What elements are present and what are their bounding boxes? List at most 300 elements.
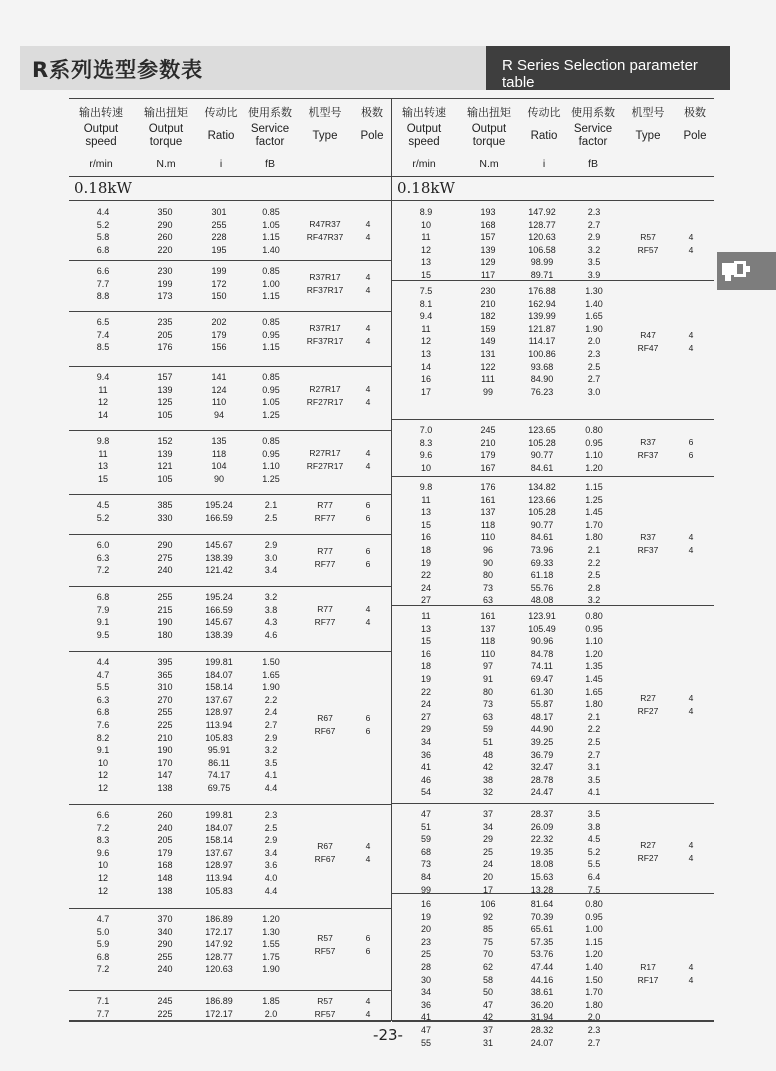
cell-torque: 240 bbox=[157, 964, 173, 975]
cell-torque: 179 bbox=[480, 450, 496, 461]
cell-factor: 1.90 bbox=[262, 964, 280, 975]
cell-factor: 4.1 bbox=[587, 787, 601, 798]
cell-speed: 5.5 bbox=[96, 682, 110, 693]
cell-ratio: 228 bbox=[211, 232, 227, 243]
cell-speed: 11 bbox=[421, 494, 431, 505]
pole-label: 4 bbox=[688, 532, 694, 542]
cell-factor: 1.40 bbox=[585, 962, 603, 972]
cell-ratio: 128.97 bbox=[205, 707, 233, 718]
cell-factor: 3.2 bbox=[587, 595, 601, 606]
cell-factor: 2.2 bbox=[587, 724, 601, 735]
row-group bbox=[69, 908, 391, 991]
cell-speed: 20 bbox=[420, 924, 431, 935]
cell-torque: 167 bbox=[480, 462, 496, 473]
cell-ratio: 150 bbox=[211, 291, 227, 302]
cell-factor: 3.4 bbox=[264, 565, 278, 576]
cell-speed: 6.8 bbox=[96, 592, 110, 602]
row-group bbox=[69, 494, 391, 535]
cell-factor: 1.25 bbox=[585, 494, 603, 505]
cell-torque: 395 bbox=[157, 657, 173, 667]
cell-factor: 2.9 bbox=[264, 540, 278, 550]
cell-factor: 2.1 bbox=[264, 500, 278, 510]
pole-label: 6 bbox=[365, 512, 371, 523]
cell-speed: 22 bbox=[420, 686, 431, 697]
type-label: RF67 bbox=[314, 854, 336, 865]
type-label: RF57 bbox=[314, 1008, 336, 1019]
cell-torque: 149 bbox=[480, 336, 496, 347]
cell-factor: 0.80 bbox=[585, 899, 603, 909]
cell-ratio: 32.47 bbox=[530, 762, 554, 773]
cell-ratio: 28.78 bbox=[530, 774, 554, 785]
cell-ratio: 61.18 bbox=[530, 570, 554, 581]
cell-torque: 110 bbox=[480, 532, 496, 543]
cell-speed: 13 bbox=[420, 257, 431, 268]
row-group bbox=[392, 419, 714, 477]
cell-ratio: 128.97 bbox=[205, 860, 233, 871]
cell-factor: 1.15 bbox=[262, 342, 280, 353]
pole-label: 4 bbox=[688, 545, 694, 555]
cell-ratio: 120.63 bbox=[205, 964, 233, 975]
cell-ratio: 84.61 bbox=[530, 532, 554, 543]
cell-torque: 161 bbox=[480, 611, 496, 621]
cell-factor: 2.9 bbox=[264, 732, 278, 743]
type-label: R37 bbox=[640, 437, 656, 448]
cell-torque: 193 bbox=[480, 207, 496, 217]
col-factor-en1: Service bbox=[573, 123, 613, 135]
cell-torque: 190 bbox=[157, 617, 173, 628]
cell-speed: 10 bbox=[420, 462, 431, 473]
cell-torque: 118 bbox=[480, 519, 496, 530]
cell-ratio: 53.76 bbox=[530, 949, 554, 960]
col-torque-cn: 输出扭矩 bbox=[467, 107, 511, 119]
cell-torque: 47 bbox=[482, 999, 493, 1010]
cell-ratio: 86.11 bbox=[208, 757, 230, 768]
pole-label: 4 bbox=[688, 705, 694, 716]
cell-ratio: 69.47 bbox=[530, 674, 554, 684]
col-type-en1: Type bbox=[635, 130, 661, 142]
cell-ratio: 65.61 bbox=[530, 924, 554, 935]
type-label: RF27R17 bbox=[306, 397, 344, 408]
cell-torque: 255 bbox=[157, 951, 173, 962]
table-header bbox=[69, 99, 391, 177]
cell-ratio: 114.17 bbox=[528, 336, 556, 347]
col-torque-unit: N.m bbox=[479, 158, 499, 170]
col-torque-unit: N.m bbox=[156, 158, 176, 170]
cell-factor: 1.45 bbox=[585, 507, 603, 518]
cell-torque: 63 bbox=[482, 711, 493, 722]
cell-torque: 139 bbox=[157, 384, 173, 395]
col-type-cn: 机型号 bbox=[308, 107, 342, 119]
cell-factor: 2.7 bbox=[587, 219, 601, 230]
col-header-speed bbox=[392, 99, 456, 176]
col-ratio-en1: Ratio bbox=[207, 130, 235, 142]
cell-ratio: 84.78 bbox=[530, 648, 554, 659]
cell-torque: 176 bbox=[157, 342, 173, 353]
cell-ratio: 105.28 bbox=[528, 437, 556, 448]
cell-speed: 9.5 bbox=[96, 629, 110, 640]
cell-ratio: 135 bbox=[211, 436, 227, 446]
cell-speed: 41 bbox=[420, 762, 431, 773]
cell-factor: 4.0 bbox=[264, 873, 278, 883]
col-torque-en bbox=[456, 123, 522, 149]
cell-torque: 290 bbox=[157, 219, 173, 230]
cell-factor: 0.95 bbox=[585, 437, 603, 448]
pole-label: 4 bbox=[688, 961, 694, 972]
type-label: R27 bbox=[640, 692, 656, 703]
cell-factor: 3.9 bbox=[587, 270, 601, 280]
cell-ratio: 118 bbox=[211, 448, 227, 459]
col-factor-cn: 使用系数 bbox=[248, 107, 292, 119]
type-label: R37R17 bbox=[309, 271, 341, 282]
cell-torque: 245 bbox=[480, 425, 496, 435]
col-speed-en bbox=[392, 123, 456, 149]
cell-torque: 240 bbox=[157, 565, 173, 576]
cell-factor: 1.85 bbox=[262, 996, 280, 1006]
row-group bbox=[69, 366, 391, 431]
row-group bbox=[69, 201, 391, 261]
type-label: R27R17 bbox=[309, 384, 341, 395]
pole-label: 4 bbox=[365, 461, 371, 472]
cell-torque: 230 bbox=[157, 266, 173, 276]
cell-ratio: 76.23 bbox=[530, 386, 554, 397]
cell-factor: 1.65 bbox=[585, 311, 603, 322]
cell-speed: 7.2 bbox=[96, 565, 110, 576]
cell-ratio: 184.07 bbox=[205, 822, 233, 833]
cell-factor: 0.95 bbox=[262, 384, 280, 395]
cell-factor: 1.80 bbox=[585, 999, 603, 1010]
row-group bbox=[69, 586, 391, 652]
row-group bbox=[69, 534, 391, 587]
cell-factor: 7.5 bbox=[587, 884, 601, 895]
cell-ratio: 73.96 bbox=[530, 545, 554, 555]
cell-ratio: 139.99 bbox=[528, 311, 556, 322]
title-en-banner bbox=[486, 46, 730, 90]
cell-factor: 1.10 bbox=[262, 461, 280, 472]
cell-ratio: 145.67 bbox=[205, 540, 233, 550]
col-header-type bbox=[620, 99, 676, 176]
cell-factor: 4.1 bbox=[264, 770, 278, 781]
type-label: RF37R17 bbox=[306, 284, 344, 295]
cell-factor: 0.95 bbox=[585, 911, 603, 922]
cell-speed: 6.8 bbox=[96, 244, 110, 255]
pole-label: 4 bbox=[365, 232, 371, 243]
col-pole-cn: 极数 bbox=[684, 107, 706, 119]
cell-ratio: 44.16 bbox=[530, 974, 554, 985]
cell-factor: 4.5 bbox=[587, 834, 601, 845]
power-label: 0.18kW bbox=[397, 179, 455, 197]
col-ratio-cn: 传动比 bbox=[204, 107, 238, 119]
cell-torque: 34 bbox=[482, 821, 493, 832]
cell-factor: 2.3 bbox=[264, 810, 278, 820]
col-ratio-en1: Ratio bbox=[530, 130, 558, 142]
title-cn-banner bbox=[20, 46, 486, 90]
cell-ratio: 121.87 bbox=[528, 323, 556, 334]
cell-speed: 23 bbox=[420, 936, 431, 947]
cell-ratio: 57.35 bbox=[530, 936, 554, 947]
col-torque-en bbox=[133, 123, 199, 149]
cell-torque: 73 bbox=[482, 699, 493, 710]
cell-factor: 1.15 bbox=[585, 482, 603, 492]
cell-speed: 11 bbox=[98, 448, 108, 459]
cell-torque: 240 bbox=[157, 822, 173, 833]
cell-speed: 7.9 bbox=[96, 604, 110, 615]
cell-speed: 8.1 bbox=[419, 298, 433, 309]
cell-speed: 14 bbox=[97, 409, 108, 420]
cell-ratio: 184.07 bbox=[205, 669, 233, 680]
cell-torque: 190 bbox=[157, 745, 173, 756]
cell-ratio: 123.65 bbox=[528, 425, 556, 435]
col-ratio-unit: i bbox=[542, 158, 546, 170]
cell-factor: 0.80 bbox=[585, 611, 603, 621]
cell-speed: 15 bbox=[420, 519, 431, 530]
cell-factor: 3.0 bbox=[264, 552, 278, 563]
cell-torque: 37 bbox=[482, 1025, 493, 1035]
cell-speed: 7.7 bbox=[96, 278, 110, 289]
cell-factor: 3.5 bbox=[587, 257, 601, 268]
cell-factor: 5.2 bbox=[587, 846, 601, 857]
cell-factor: 3.6 bbox=[264, 860, 278, 871]
cell-factor: 1.80 bbox=[585, 699, 603, 710]
cell-torque: 90 bbox=[482, 557, 493, 568]
cell-torque: 122 bbox=[480, 361, 496, 372]
cell-speed: 9.4 bbox=[96, 372, 110, 382]
cell-speed: 9.4 bbox=[419, 311, 433, 322]
cell-torque: 20 bbox=[482, 872, 493, 882]
cell-ratio: 195 bbox=[211, 244, 227, 255]
cell-speed: 9.1 bbox=[96, 617, 110, 628]
cell-speed: 84 bbox=[420, 872, 431, 882]
pole-label: 4 bbox=[365, 854, 371, 865]
cell-ratio: 123.66 bbox=[528, 494, 556, 505]
cell-speed: 6.6 bbox=[96, 266, 110, 276]
cell-torque: 63 bbox=[482, 595, 493, 606]
cell-torque: 215 bbox=[157, 604, 173, 615]
type-label: R27R17 bbox=[309, 448, 341, 459]
cell-torque: 168 bbox=[157, 860, 173, 871]
col-torque-en2: torque bbox=[472, 136, 506, 148]
cell-ratio: 98.99 bbox=[530, 257, 554, 268]
row-group bbox=[392, 201, 714, 281]
cell-torque: 260 bbox=[157, 810, 173, 820]
cell-torque: 138 bbox=[157, 885, 173, 896]
cell-factor: 3.5 bbox=[587, 774, 601, 785]
cell-ratio: 186.89 bbox=[205, 996, 233, 1006]
col-ratio-unit: i bbox=[219, 158, 223, 170]
cell-factor: 0.85 bbox=[262, 372, 280, 382]
cell-torque: 245 bbox=[157, 996, 173, 1006]
cell-speed: 7.4 bbox=[96, 329, 110, 340]
type-label: R57 bbox=[317, 995, 333, 1006]
pole-label: 6 bbox=[365, 713, 371, 724]
cell-factor: 0.95 bbox=[262, 329, 280, 340]
cell-torque: 131 bbox=[480, 349, 496, 359]
cell-ratio: 15.63 bbox=[530, 872, 554, 882]
cell-ratio: 124 bbox=[211, 384, 227, 395]
cell-factor: 1.50 bbox=[585, 974, 603, 985]
type-label: RF27R17 bbox=[306, 461, 344, 472]
cell-factor: 2.4 bbox=[264, 707, 278, 718]
cell-ratio: 94 bbox=[213, 409, 224, 420]
cell-speed: 11 bbox=[421, 611, 431, 621]
cell-ratio: 100.86 bbox=[528, 349, 556, 359]
type-label: RF27 bbox=[637, 705, 659, 716]
cell-torque: 147 bbox=[157, 770, 173, 781]
cell-speed: 27 bbox=[420, 595, 431, 606]
cell-ratio: 172.17 bbox=[205, 926, 233, 937]
col-header-pole bbox=[676, 99, 714, 176]
cell-speed: 19 bbox=[420, 557, 431, 568]
cell-speed: 34 bbox=[420, 987, 431, 998]
cell-factor: 1.05 bbox=[262, 397, 280, 408]
cell-torque: 157 bbox=[480, 232, 496, 243]
cell-speed: 24 bbox=[420, 582, 431, 593]
cell-speed: 47 bbox=[420, 809, 431, 819]
cell-ratio: 69.75 bbox=[207, 783, 231, 793]
cell-speed: 9.8 bbox=[419, 482, 433, 492]
col-header-pole bbox=[353, 99, 391, 176]
col-header-speed bbox=[69, 99, 133, 176]
cell-speed: 12 bbox=[97, 873, 108, 883]
cell-speed: 27 bbox=[420, 711, 431, 722]
cell-torque: 137 bbox=[480, 623, 496, 634]
cell-torque: 255 bbox=[157, 707, 173, 718]
cell-factor: 2.1 bbox=[587, 711, 601, 722]
cell-speed: 8.3 bbox=[419, 437, 433, 448]
cell-speed: 41 bbox=[420, 1012, 431, 1023]
cell-torque: 17 bbox=[482, 884, 493, 895]
cell-torque: 139 bbox=[480, 244, 496, 255]
col-header-torque bbox=[456, 99, 522, 176]
cell-torque: 220 bbox=[157, 244, 173, 255]
type-label: RF57 bbox=[637, 244, 659, 255]
cell-factor: 1.70 bbox=[585, 987, 603, 998]
cell-ratio: 147.92 bbox=[205, 939, 233, 950]
cell-factor: 2.5 bbox=[587, 570, 601, 581]
pole-label: 4 bbox=[365, 271, 371, 282]
cell-torque: 110 bbox=[480, 648, 496, 659]
cell-ratio: 195.24 bbox=[205, 592, 233, 602]
cell-ratio: 110 bbox=[211, 397, 227, 408]
cell-ratio: 166.59 bbox=[205, 604, 233, 615]
cell-ratio: 90.96 bbox=[530, 636, 554, 647]
type-label: R77 bbox=[317, 545, 333, 556]
row-group bbox=[69, 990, 391, 1022]
cell-factor: 1.65 bbox=[585, 686, 603, 697]
cell-factor: 1.55 bbox=[262, 939, 280, 950]
cell-torque: 129 bbox=[480, 257, 496, 268]
type-label: R27 bbox=[640, 840, 656, 851]
cell-factor: 2.9 bbox=[587, 232, 601, 243]
cell-ratio: 74.17 bbox=[207, 770, 231, 781]
cell-speed: 4.7 bbox=[96, 669, 110, 680]
cell-factor: 1.75 bbox=[262, 951, 280, 962]
pole-label: 6 bbox=[365, 945, 371, 956]
type-label: RF27 bbox=[637, 853, 659, 864]
cell-ratio: 24.07 bbox=[530, 1037, 554, 1048]
type-label: R77 bbox=[317, 604, 333, 615]
col-speed-cn: 输出转速 bbox=[79, 107, 123, 119]
cell-factor: 1.70 bbox=[585, 519, 603, 530]
cell-speed: 7.1 bbox=[96, 996, 110, 1006]
cell-speed: 16 bbox=[420, 532, 431, 543]
cell-ratio: 90 bbox=[213, 473, 224, 484]
cell-factor: 2.7 bbox=[264, 720, 278, 730]
cell-ratio: 93.68 bbox=[530, 361, 554, 372]
cell-torque: 170 bbox=[157, 757, 173, 768]
pole-label: 4 bbox=[365, 604, 371, 615]
pole-label: 4 bbox=[365, 1008, 371, 1019]
cell-factor: 3.5 bbox=[264, 757, 278, 768]
cell-speed: 19 bbox=[420, 911, 431, 922]
cell-factor: 2.2 bbox=[264, 694, 278, 705]
cell-ratio: 39.25 bbox=[530, 737, 554, 747]
cell-ratio: 84.61 bbox=[530, 462, 554, 473]
cell-speed: 4.4 bbox=[96, 207, 110, 217]
cell-torque: 32 bbox=[482, 787, 493, 798]
cell-ratio: 121.42 bbox=[205, 565, 233, 576]
type-label: R47R37 bbox=[309, 219, 341, 230]
cell-ratio: 36.79 bbox=[530, 749, 554, 760]
cell-speed: 14 bbox=[420, 361, 431, 372]
cell-torque: 235 bbox=[157, 317, 173, 327]
cell-torque: 199 bbox=[157, 278, 173, 289]
title-en: R Series Selection parameter table bbox=[502, 57, 698, 91]
cell-torque: 106 bbox=[480, 899, 496, 909]
cell-torque: 230 bbox=[480, 286, 496, 296]
cell-speed: 36 bbox=[420, 999, 431, 1010]
cell-ratio: 19.35 bbox=[530, 846, 554, 857]
pole-label: 4 bbox=[365, 384, 371, 395]
cell-torque: 105 bbox=[157, 409, 173, 420]
cell-ratio: 48.08 bbox=[530, 595, 554, 606]
cell-speed: 99 bbox=[420, 884, 431, 895]
cell-factor: 1.20 bbox=[585, 648, 603, 659]
pole-label: 4 bbox=[688, 853, 694, 864]
cell-ratio: 38.61 bbox=[530, 987, 554, 998]
cell-speed: 6.3 bbox=[96, 552, 110, 563]
cell-ratio: 105.28 bbox=[528, 507, 556, 518]
cell-speed: 4.5 bbox=[96, 500, 110, 510]
type-label: R67 bbox=[317, 841, 333, 852]
cell-factor: 1.30 bbox=[262, 926, 280, 937]
cell-speed: 15 bbox=[420, 270, 431, 280]
cell-ratio: 301 bbox=[211, 207, 227, 217]
cell-torque: 152 bbox=[157, 436, 173, 446]
cell-torque: 25 bbox=[482, 846, 493, 857]
type-label: RF77 bbox=[314, 617, 336, 628]
cell-ratio: 69.33 bbox=[530, 557, 554, 568]
pole-label: 4 bbox=[365, 335, 371, 346]
cell-factor: 2.8 bbox=[587, 582, 601, 593]
cell-speed: 19 bbox=[420, 674, 431, 684]
cell-speed: 18 bbox=[420, 545, 431, 555]
cell-ratio: 95.91 bbox=[207, 745, 231, 756]
cell-speed: 10 bbox=[97, 860, 108, 871]
col-factor-cn: 使用系数 bbox=[571, 107, 615, 119]
cell-ratio: 28.37 bbox=[530, 809, 554, 819]
cell-factor: 2.2 bbox=[587, 557, 601, 568]
col-factor-unit: fB bbox=[265, 158, 275, 170]
pole-label: 4 bbox=[365, 284, 371, 295]
cell-torque: 31 bbox=[482, 1037, 493, 1048]
cell-factor: 1.15 bbox=[262, 232, 280, 243]
gear-motor-tab bbox=[717, 252, 776, 290]
cell-ratio: 145.67 bbox=[205, 617, 233, 628]
cell-ratio: 104 bbox=[211, 461, 227, 472]
pole-label: 4 bbox=[688, 840, 694, 851]
cell-ratio: 138.39 bbox=[205, 629, 233, 640]
cell-speed: 13 bbox=[420, 623, 431, 634]
